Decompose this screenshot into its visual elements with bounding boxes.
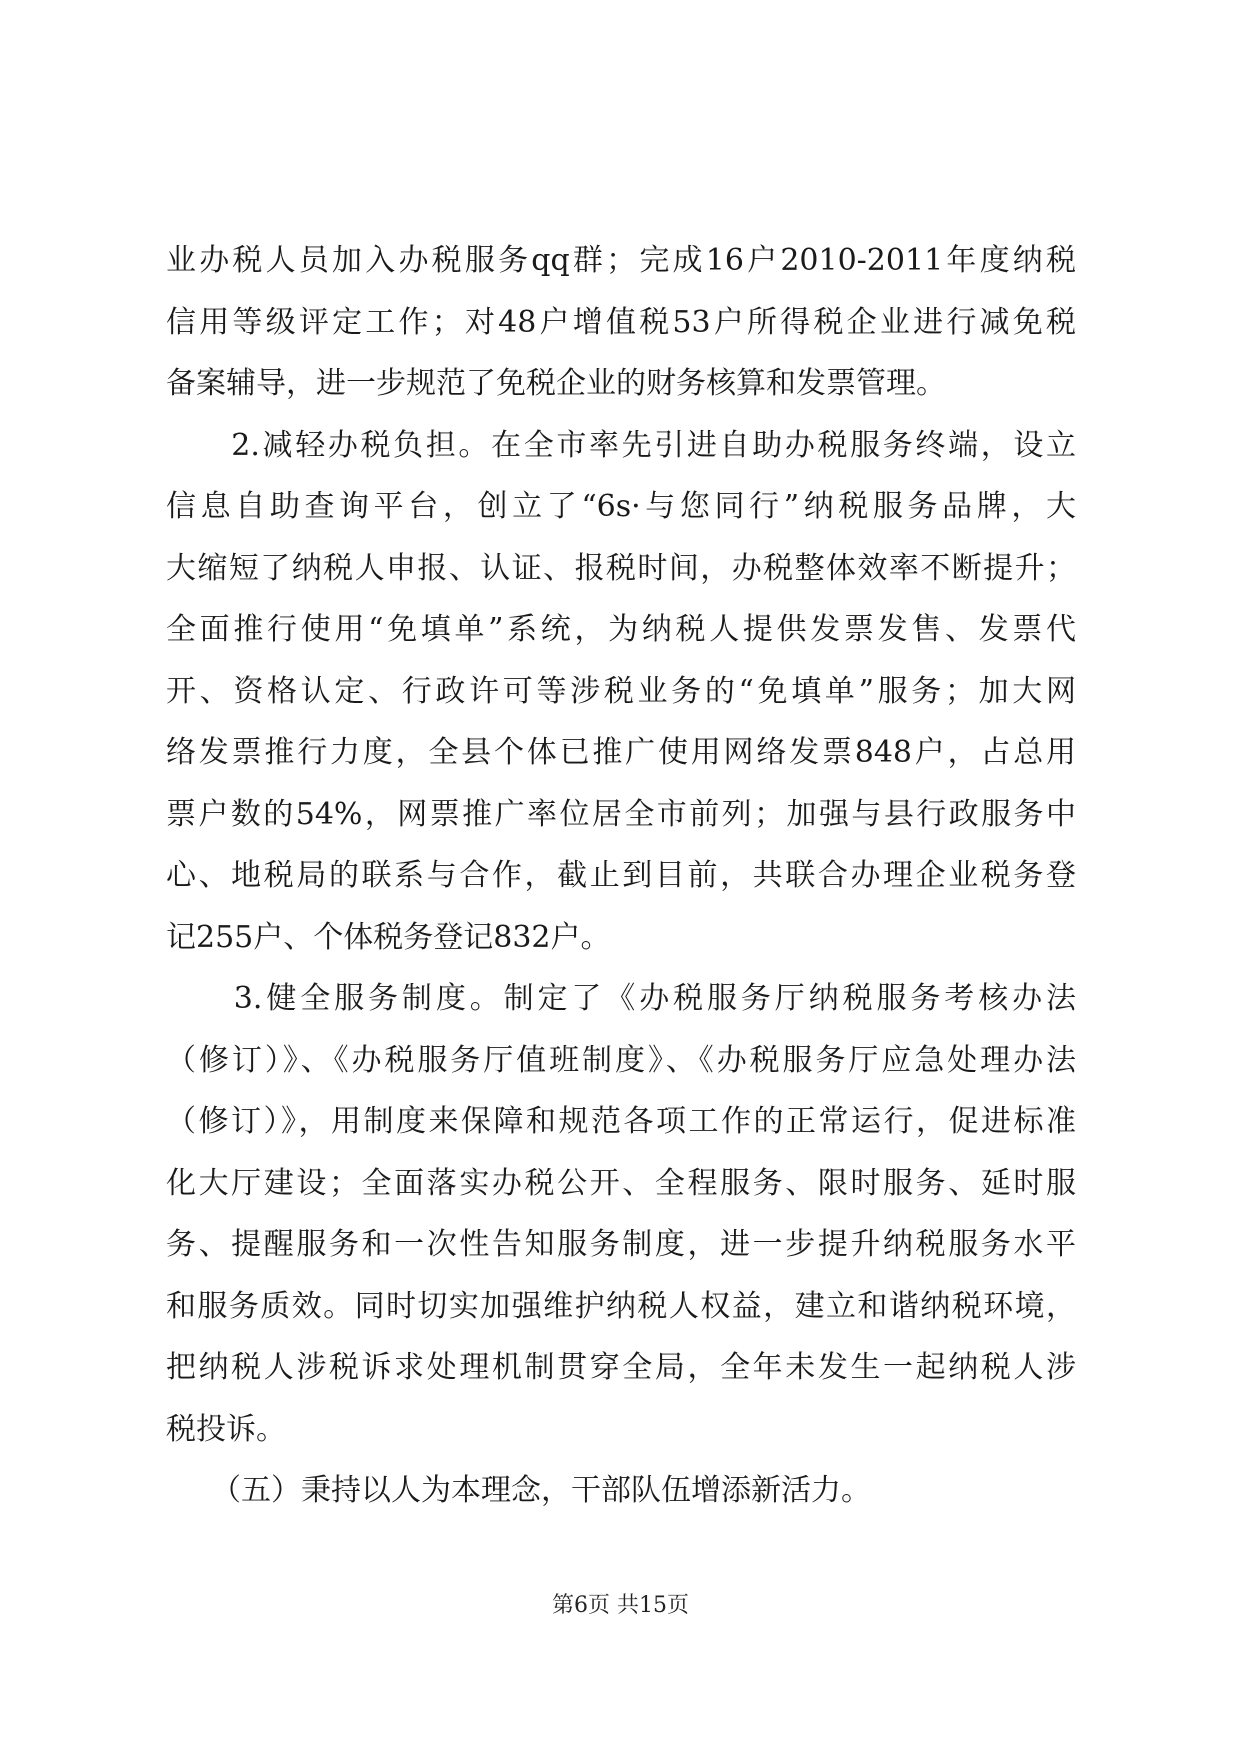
text-line: 备案辅导，进一步规范了免税企业的财务核算和发票管理。 <box>166 366 946 401</box>
text-line: 化大厅建设；全面落实办税公开、全程服务、限时服务、延时服 <box>166 1165 1076 1201</box>
section-heading: （五）秉持以人为本理念，干部队伍增添新活力。 <box>166 1473 871 1508</box>
text-line: 信息自助查询平台，创立了“6s·与您同行”纳税服务品牌，大 <box>166 489 1076 524</box>
text-line: 记255户、个体税务登记832户。 <box>166 919 611 955</box>
text-line: 业办税人员加入办税服务qq群；完成16户2010-2011年度纳税 <box>166 243 1076 278</box>
text-line: 税投诉。 <box>166 1411 286 1447</box>
page-number-footer: 第6页 共15页 <box>552 1593 689 1618</box>
text-line: 2.减轻办税负担。在全市率先引进自助办税服务终端，设立 <box>166 427 1076 463</box>
text-line: 心、地税局的联系与合作，截止到目前，共联合办理企业税务登 <box>166 858 1076 893</box>
text-line: 票户数的54%，网票推广率位居全市前列；加强与县行政服务中 <box>166 796 1076 832</box>
document-body <box>166 230 1076 1522</box>
text-line: （修订）》、《办税服务厅值班制度》、《办税服务厅应急处理办法 <box>166 1042 1076 1078</box>
text-line: 络发票推行力度，全县个体已推广使用网络发票848户，占总用 <box>166 735 1076 770</box>
text-line: 务、提醒服务和一次性告知服务制度，进一步提升纳税服务水平 <box>166 1227 1076 1262</box>
text-line: 3.健全服务制度。制定了《办税服务厅纳税服务考核办法 <box>166 981 1076 1016</box>
text-line: 全面推行使用“免填单”系统，为纳税人提供发票发售、发票代 <box>166 612 1076 647</box>
text-line: 大缩短了纳税人申报、认证、报税时间，办税整体效率不断提升； <box>166 550 1076 586</box>
text-line: 和服务质效。同时切实加强维护纳税人权益，建立和谐纳税环境， <box>166 1288 1076 1324</box>
text-line: 开、资格认定、行政许可等涉税业务的“免填单”服务；加大网 <box>166 673 1076 709</box>
text-line: 信用等级评定工作；对48户增值税53户所得税企业进行减免税 <box>166 304 1076 340</box>
text-line: （修订）》，用制度来保障和规范各项工作的正常运行，促进标准 <box>166 1104 1076 1139</box>
text-line: 把纳税人涉税诉求处理机制贯穿全局，全年未发生一起纳税人涉 <box>166 1350 1076 1385</box>
